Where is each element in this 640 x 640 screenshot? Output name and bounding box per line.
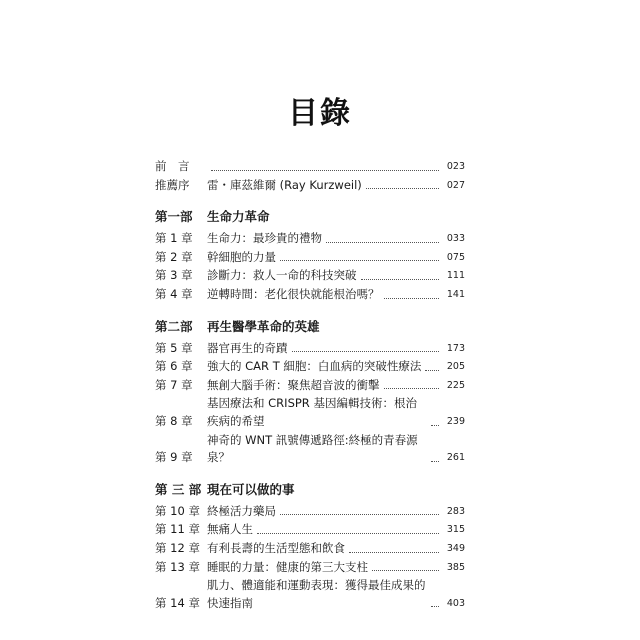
entry-title: 有利長壽的生活型態和飲食 — [207, 540, 345, 555]
entry-title: 基因療法和 CRISPR 基因編輯技術：根治疾病的希望 — [207, 396, 417, 428]
entry-title: 幹細胞的力量 — [207, 249, 276, 264]
part-section — [155, 208, 465, 303]
entry-label: 第 7 章 — [155, 377, 193, 392]
part-title: 現在可以做的事 — [207, 481, 295, 497]
chapter-entry[interactable] — [155, 503, 465, 521]
entry-label: 第 12 章 — [155, 540, 200, 555]
part-header — [155, 318, 465, 336]
page-number: 315 — [446, 524, 465, 536]
dot-leader — [372, 570, 439, 571]
chapter-entry[interactable] — [155, 577, 465, 612]
chapter-entry[interactable] — [155, 521, 465, 539]
page-number: 261 — [446, 452, 465, 464]
page-number: 033 — [446, 233, 465, 245]
part-header — [155, 208, 465, 226]
part-label: 第二部 — [155, 318, 193, 334]
chapter-entry[interactable] — [155, 432, 465, 467]
dot-leader — [326, 242, 439, 243]
entry-label: 第 11 章 — [155, 522, 200, 537]
dot-leader — [361, 279, 440, 280]
dot-leader — [384, 388, 440, 389]
dot-leader — [211, 170, 439, 171]
front-matter-entry[interactable] — [155, 158, 465, 176]
front-matter-entry[interactable] — [155, 177, 465, 195]
entry-title: 終極活力藥局 — [207, 503, 276, 518]
chapter-entry[interactable] — [155, 540, 465, 558]
chapter-entry[interactable] — [155, 249, 465, 267]
part-title: 生命力革命 — [207, 209, 270, 225]
page-number: 111 — [446, 270, 465, 282]
entry-label: 推薦序 — [155, 177, 190, 192]
chapter-entry[interactable] — [155, 340, 465, 358]
part-label: 第一部 — [155, 209, 193, 225]
entry-label: 第 6 章 — [155, 359, 193, 374]
page-number: 205 — [446, 361, 465, 373]
dot-leader — [425, 370, 439, 371]
entry-title: 雷・庫茲維爾 (Ray Kurzweil) — [207, 177, 362, 192]
page-title: 目錄 — [288, 96, 352, 131]
entry-title: 肌力、體適能和運動表現：獲得最佳成果的快速指南 — [207, 578, 426, 610]
dot-leader — [257, 533, 439, 534]
entry-label: 第 14 章 — [155, 595, 200, 610]
dot-leader — [431, 606, 439, 607]
entry-label: 第 4 章 — [155, 286, 193, 301]
entry-label: 第 10 章 — [155, 503, 200, 518]
page-number: 027 — [446, 179, 465, 191]
entry-title: 神奇的 WNT 訊號傳遞路徑:終極的青春源泉？ — [207, 432, 418, 465]
part-section — [155, 318, 465, 467]
dot-leader — [349, 552, 439, 553]
entry-label: 第 1 章 — [155, 231, 193, 246]
page-number: 283 — [446, 505, 465, 517]
page-number: 225 — [446, 379, 465, 391]
entry-title: 無創大腦手術：聚焦超音波的衝擊 — [207, 377, 380, 392]
dot-leader — [431, 425, 439, 426]
dot-leader — [431, 461, 439, 462]
page-number: 141 — [446, 288, 465, 300]
part-title: 再生醫學革命的英雄 — [207, 318, 320, 334]
dot-leader — [280, 260, 439, 261]
page-number: 385 — [446, 561, 465, 573]
page-number: 403 — [446, 597, 465, 609]
part-section — [155, 481, 465, 613]
chapter-entry[interactable] — [155, 230, 465, 248]
entry-label: 第 3 章 — [155, 268, 193, 283]
entry-title: 睡眠的力量：健康的第三大支柱 — [207, 559, 368, 574]
page-number: 075 — [446, 251, 465, 263]
entry-title: 無痛人生 — [207, 522, 253, 537]
front-matter — [155, 158, 465, 194]
part-label: 第 三 部 — [155, 481, 202, 497]
dot-leader — [280, 514, 439, 515]
entry-title: 器官再生的奇蹟 — [207, 340, 288, 355]
chapter-entry[interactable] — [155, 377, 465, 395]
page-number: 349 — [446, 542, 465, 554]
dot-leader — [292, 351, 440, 352]
entry-label: 第 5 章 — [155, 340, 193, 355]
entry-title: 強大的 CAR T 細胞：白血病的突破性療法 — [207, 359, 422, 374]
entry-title: 診斷力：救人一命的科技突破 — [207, 268, 357, 283]
part-header — [155, 481, 465, 499]
page-number: 023 — [446, 161, 465, 172]
chapter-entry[interactable] — [155, 267, 465, 285]
entry-label: 第 8 章 — [155, 413, 193, 428]
chapter-entry[interactable] — [155, 559, 465, 577]
entry-label: 第 2 章 — [155, 249, 193, 264]
entry-title: 逆轉時間：老化很快就能根治嗎？ — [207, 286, 380, 301]
dot-leader — [366, 188, 439, 189]
entry-label: 第 9 章 — [155, 450, 193, 465]
chapter-entry[interactable] — [155, 395, 465, 430]
entry-label: 前 言 — [155, 159, 190, 173]
chapter-entry[interactable] — [155, 286, 465, 304]
chapter-entry[interactable] — [155, 358, 465, 376]
table-of-contents — [155, 158, 465, 613]
page-number: 239 — [446, 415, 465, 427]
entry-title: 生命力：最珍貴的禮物 — [207, 231, 322, 246]
entry-label: 第 13 章 — [155, 559, 200, 574]
dot-leader — [384, 298, 440, 299]
page-number: 173 — [446, 342, 465, 354]
